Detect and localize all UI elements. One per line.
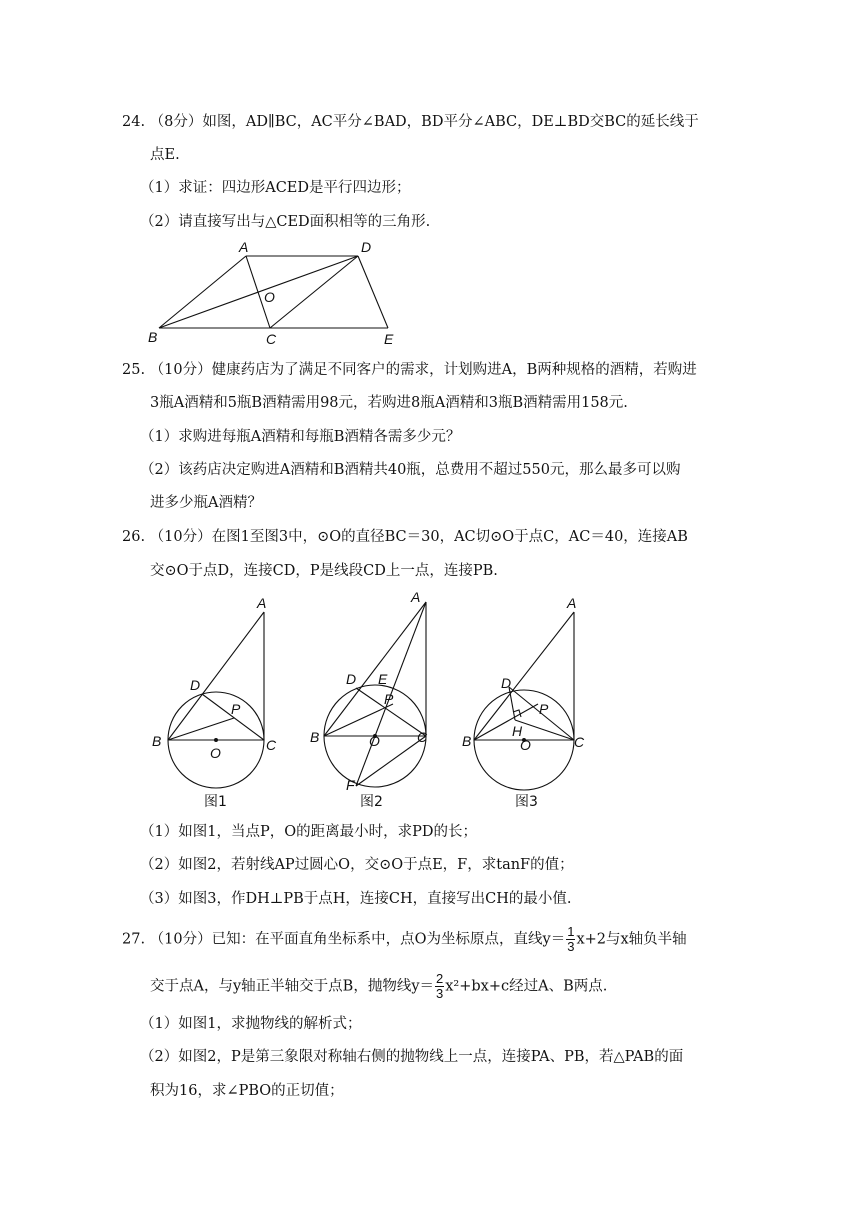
fig1-caption: 图1 xyxy=(204,794,227,810)
fig2-label-P: P xyxy=(384,691,394,707)
q26-figure2 xyxy=(300,590,450,815)
q24-label-B: B xyxy=(148,329,158,345)
q25-stem-line2: 3瓶A酒精和5瓶B酒精需用98元，若购进8瓶A酒精和3瓶B酒精需用158元. xyxy=(150,395,628,411)
q24-label-D: D xyxy=(361,240,372,255)
q26-part1: （1）如图1，当点P，O的距离最小时，求PD的长； xyxy=(140,824,477,840)
fig3-caption: 图3 xyxy=(515,794,538,810)
fig3-label-A: A xyxy=(567,595,577,611)
q25-part1: （1）求购进每瓶A酒精和每瓶B酒精各需多少元？ xyxy=(140,429,461,445)
q24-label-C: C xyxy=(266,331,277,347)
fig2-label-C: C xyxy=(417,729,428,745)
q24-label-O: O xyxy=(264,289,275,305)
q25-part2-line2: 进多少瓶A酒精？ xyxy=(150,495,262,511)
q25-stem-line1: 25. （10分）健康药店为了满足不同客户的需求，计划购进A，B两种规格的酒精，若购进 xyxy=(122,362,697,378)
q24-label-E: E xyxy=(384,331,394,347)
fraction-two-thirds: $\frac{2}{3}$ xyxy=(436,971,444,1001)
q27-stem-line2 xyxy=(150,972,607,1001)
q26-stem-line2: 交⊙O于点D，连接CD，P是线段CD上一点，连接PB. xyxy=(150,563,498,579)
fig3-label-C: C xyxy=(574,734,585,750)
fraction-one-third: $\frac{1}{3}$ xyxy=(567,924,575,954)
q24-label-A: A xyxy=(239,240,249,255)
fig1-label-O: O xyxy=(210,745,221,761)
fig2-label-F: F xyxy=(346,777,355,793)
fig3-label-B: B xyxy=(462,733,472,749)
q25-part2-line1: （2）该药店决定购进A酒精和B酒精共40瓶，总费用不超过550元，那么最多可以购 xyxy=(140,462,681,478)
q24-part2: （2）请直接写出与△CED面积相等的三角形. xyxy=(140,214,431,230)
q27-line2-b: x²+bx+c经过A、B两点. xyxy=(445,978,608,995)
q24-figure xyxy=(140,240,410,350)
fig2-label-B: B xyxy=(310,729,320,745)
fig2-label-O: O xyxy=(369,733,380,749)
q27-line1-b: x+2与x轴负半轴 xyxy=(576,931,687,948)
fig1-label-P: P xyxy=(231,701,241,717)
fig3-label-O: O xyxy=(520,737,531,753)
fig2-label-E: E xyxy=(378,671,388,687)
fig3-label-D: D xyxy=(501,675,512,691)
q27-part2-line2: 积为16，求∠PBO的正切值； xyxy=(150,1083,344,1099)
fig1-label-B: B xyxy=(152,733,162,749)
q24-stem-line2: 点E. xyxy=(150,147,180,163)
fig2-label-D: D xyxy=(346,671,357,687)
q27-part2-line1: （2）如图2，P是第三象限对称轴右侧的抛物线上一点，连接PA、PB，若△PAB的面 xyxy=(140,1049,684,1065)
q24-part1: （1）求证：四边形ACED是平行四边形； xyxy=(140,180,411,196)
fig2-caption: 图2 xyxy=(360,794,383,810)
fig1-label-D: D xyxy=(190,677,201,693)
q26-figure3 xyxy=(455,590,605,815)
q24-stem-line1: 24. （8分）如图，AD∥BC，AC平分∠BAD，BD平分∠ABC，DE⊥BD交BC的延长线于 xyxy=(122,114,699,130)
q27-part1: （1）如图1，求抛物线的解析式； xyxy=(140,1016,362,1032)
fig1-label-A: A xyxy=(257,595,267,611)
q26-figure1 xyxy=(140,590,290,815)
fig3-label-H: H xyxy=(512,723,523,739)
fig3-label-P: P xyxy=(539,701,549,717)
q26-part3: （3）如图3，作DH⊥PB于点H，连接CH，直接写出CH的最小值. xyxy=(140,891,572,907)
q26-stem-line1: 26. （10分）在图1至图3中，⊙O的直径BC＝30，AC切⊙O于点C，AC＝40，连接AB xyxy=(122,529,688,545)
q26-part2: （2）如图2，若射线AP过圆心O，交⊙O于点E，F，求tanF的值； xyxy=(140,857,574,873)
q27-line1-a: 27. （10分）已知：在平面直角坐标系中，点O为坐标原点，直线y＝ xyxy=(122,931,566,948)
q27-stem-line1 xyxy=(122,925,687,954)
fig2-label-A: A xyxy=(411,590,421,605)
q27-line2-a: 交于点A，与y轴正半轴交于点B，抛物线y＝ xyxy=(150,978,435,995)
fig1-label-C: C xyxy=(266,737,277,753)
